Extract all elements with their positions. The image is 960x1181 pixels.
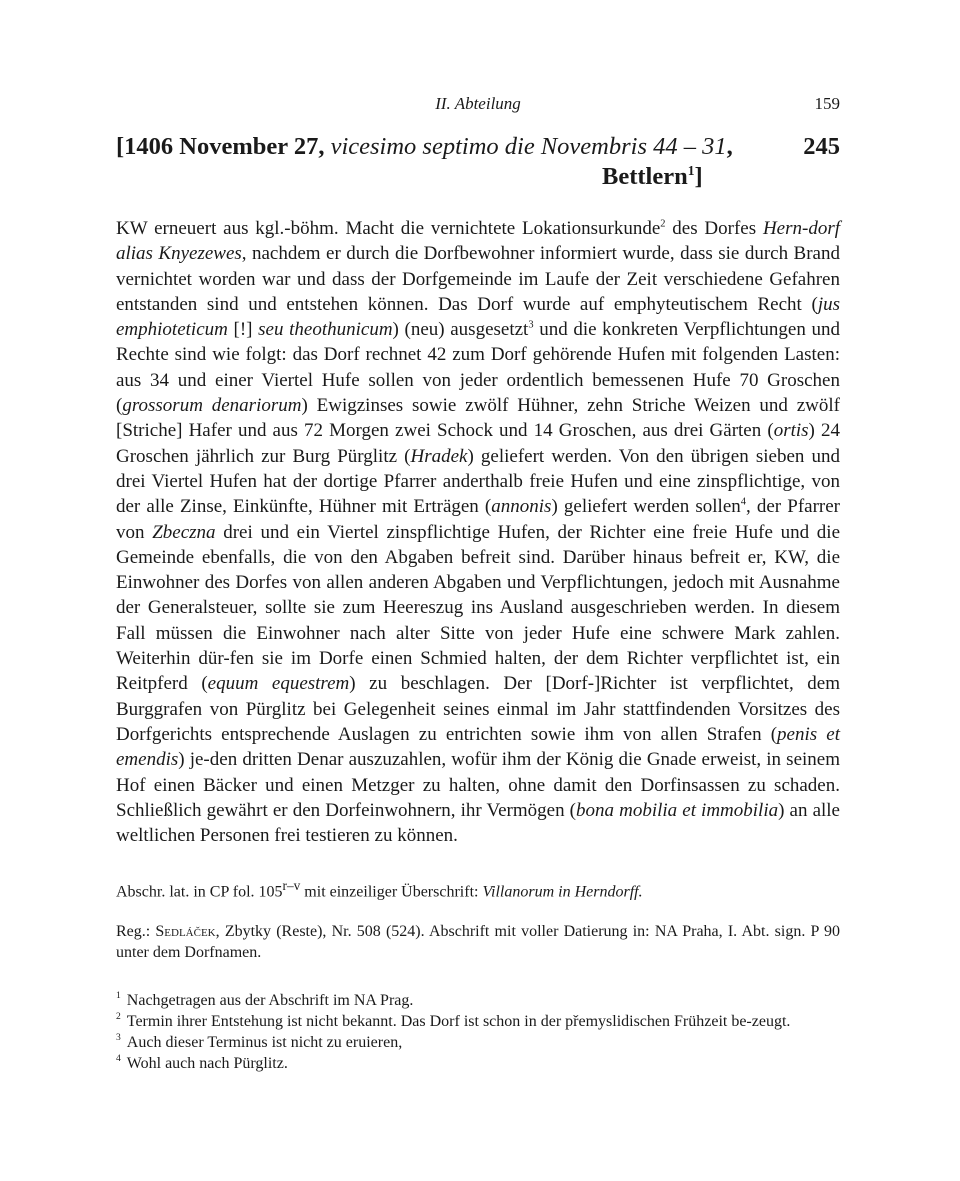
footnote-text: Auch dieser Terminus ist nicht zu eruieren, xyxy=(126,1033,403,1051)
footnote-marker: 1 xyxy=(687,162,695,178)
body-text-segment: und die konkreten Verpflichtungen und Rechte sind wie folgt: das Dorf rechnet 42 zum Dorf gehörende Hufen mit folgenden Lasten: aus 34 und einer Viertel Hufe sollen von jeder ordentlich bemessenen Hufe 70 Groschen ( xyxy=(116,319,841,417)
footnote-number: 2 xyxy=(116,1011,121,1023)
footnote xyxy=(116,1011,840,1032)
footnote-text: Wohl auch nach Pürglitz. xyxy=(126,1054,288,1072)
body-text-segment: [!] xyxy=(227,319,259,341)
entry-date: [1406 November 27, xyxy=(116,133,331,160)
body-text-segment: ) geliefert werden. Von den übrigen sieben und drei Viertel Hufen hat der dortige Pfarrer anderthalb freie Hufen und eine zinspflichtige, von der alle Zinse, Einkünfte, Hühner mit Erträgen ( xyxy=(116,445,840,518)
reg-note-prefix: Reg.: xyxy=(116,922,156,940)
entry-heading xyxy=(116,132,840,192)
body-text-italic: ortis xyxy=(773,420,809,442)
entry-place-suffix: ] xyxy=(694,163,703,190)
copy-note-text: Abschr. lat. in CP fol. 105 xyxy=(116,883,283,901)
regest-body xyxy=(116,216,840,848)
body-text-italic: bona mobilia et immobilia xyxy=(576,799,779,821)
copy-note-text: mit einzeiliger Überschrift: xyxy=(300,883,483,901)
entry-number: 245 xyxy=(803,133,840,160)
entry-date-line xyxy=(116,132,840,162)
body-text-segment: ) an alle weltlichen Personen frei testieren zu können. xyxy=(116,799,840,847)
body-text-segment: KW erneuert aus kgl.-böhm. Macht die vernichtete Lokationsurkunde xyxy=(116,218,661,239)
body-text-italic: penis et emendis xyxy=(116,723,840,771)
footnote-number: 1 xyxy=(116,990,121,1002)
body-text-segment: ) geliefert werden sollen xyxy=(551,496,741,518)
body-text-italic: Zbeczna xyxy=(152,521,216,543)
footnote-marker: 2 xyxy=(660,218,666,230)
body-text-segment: ) zu beschlagen. Der [Dorf-]Richter ist verpflichtet, dem Burggrafen von Pürglitz bei Gelegenheit seines einmal im Jahr stattfindenden Vorsitzes des Dorfgerichts entsprechende Auslagen zu entrichten sowie ihm von allen Strafen ( xyxy=(116,673,840,745)
page-number: 159 xyxy=(814,94,840,113)
footnote-marker: 3 xyxy=(528,319,534,331)
body-text-segment: , nachdem er durch die Dorfbewohner informiert wurde, dass sie durch Brand vernichtet worden war und dass der Dorfgemeinde im Laufe der Zeit verschiedene Gefahren entstanden sind und entstehen können. Das Dorf wurde auf emphyteutischem Recht ( xyxy=(116,243,840,315)
body-text-segment: des Dorfes xyxy=(665,218,763,239)
section-title: II. Abteilung xyxy=(435,94,521,113)
body-text-italic: equum equestrem xyxy=(207,673,350,695)
body-text-italic: seu theothunicum xyxy=(258,319,393,341)
running-header xyxy=(116,88,840,120)
footnote-text: Termin ihrer Entstehung ist nicht bekannt. Das Dorf ist schon in der přemyslidischen Frühzeit be-zeugt. xyxy=(126,1012,791,1030)
reg-note-text: , Zbytky (Reste), Nr. 508 (524). Abschrift mit voller Datierung in: NA Praha, I. Abt. sign. P 90 unter dem Dorfnamen. xyxy=(116,922,840,961)
footnote-text: Nachgetragen aus der Abschrift im NA Prag. xyxy=(126,991,414,1009)
footnote-marker: 4 xyxy=(740,496,746,508)
body-text-segment: ) Ewigzinses sowie zwölf Hühner, zehn Striche Weizen und zwölf [Striche] Hafer und aus 72 Morgen zwei Schock und 14 Groschen, aus drei Gärten ( xyxy=(116,395,840,442)
regest-reference xyxy=(116,921,840,963)
entry-date-suffix: , xyxy=(726,133,733,160)
footnote-number: 4 xyxy=(116,1053,121,1065)
entry-date-latin: vicesimo septimo die Novembris 44 – 31 xyxy=(330,133,727,160)
copy-note xyxy=(116,875,840,902)
body-text-italic: jus emphioteticum xyxy=(116,293,840,341)
footnote xyxy=(116,990,840,1011)
body-text-segment: ) je-den dritten Denar auszuzahlen, wofür ihm der König die Gnade erweist, in seinem Hof einen Bäcker und einen Metzger zu halten, ohne damit den Dorfinsassen zu schaden. Schließlich gewährt er den Dorfeinwohnern, ihr Vermögen ( xyxy=(116,749,840,821)
reg-note-author: Sedláček xyxy=(155,922,216,940)
footnote-number: 3 xyxy=(116,1032,121,1044)
body-text-italic: Hradek xyxy=(410,445,468,467)
body-text-segment: drei und ein Viertel zinspflichtige Hufen, der Richter eine freie Hufe und die Gemeinde ebenfalls, die von den Abgaben befreit sind. Darüber hinaus befreit er, KW, die Einwohner des Dorfes von allen anderen Abgaben und Verpflichtungen, jedoch mit Ausnahme der Generalsteuer, sollte sie zum Heereszug ins Ausland ausgeschrieben werden. In diesem Fall müssen die Einwohner nach alter Sitte von jeder Hufe eine schwere Mark zahlen. Weiterhin dür-fen sie im Dorfe einen Schmied halten, der dem Richter verpflichtet ist, ein Reitpferd ( xyxy=(116,521,840,695)
body-text-segment: ) 24 Groschen jährlich zur Burg Pürglitz ( xyxy=(116,420,840,467)
body-text-segment: ) (neu) ausgesetzt xyxy=(392,319,529,341)
body-text-italic: grossorum denariorum xyxy=(122,395,302,417)
document-page xyxy=(116,88,840,1074)
footnote xyxy=(116,1032,840,1053)
folio-superscript: r–v xyxy=(282,878,301,894)
copy-note-title: Villanorum in Herndorff. xyxy=(482,883,643,901)
entry-place-line xyxy=(116,162,840,192)
body-text-italic: Hern-dorf alias Knyezewes xyxy=(116,218,841,265)
body-text-italic: annonis xyxy=(491,496,552,518)
body-text-segment: , der Pfarrer von xyxy=(116,496,840,543)
footnotes xyxy=(116,990,840,1074)
entry-place: Bettlern xyxy=(602,163,688,190)
footnote xyxy=(116,1053,840,1074)
